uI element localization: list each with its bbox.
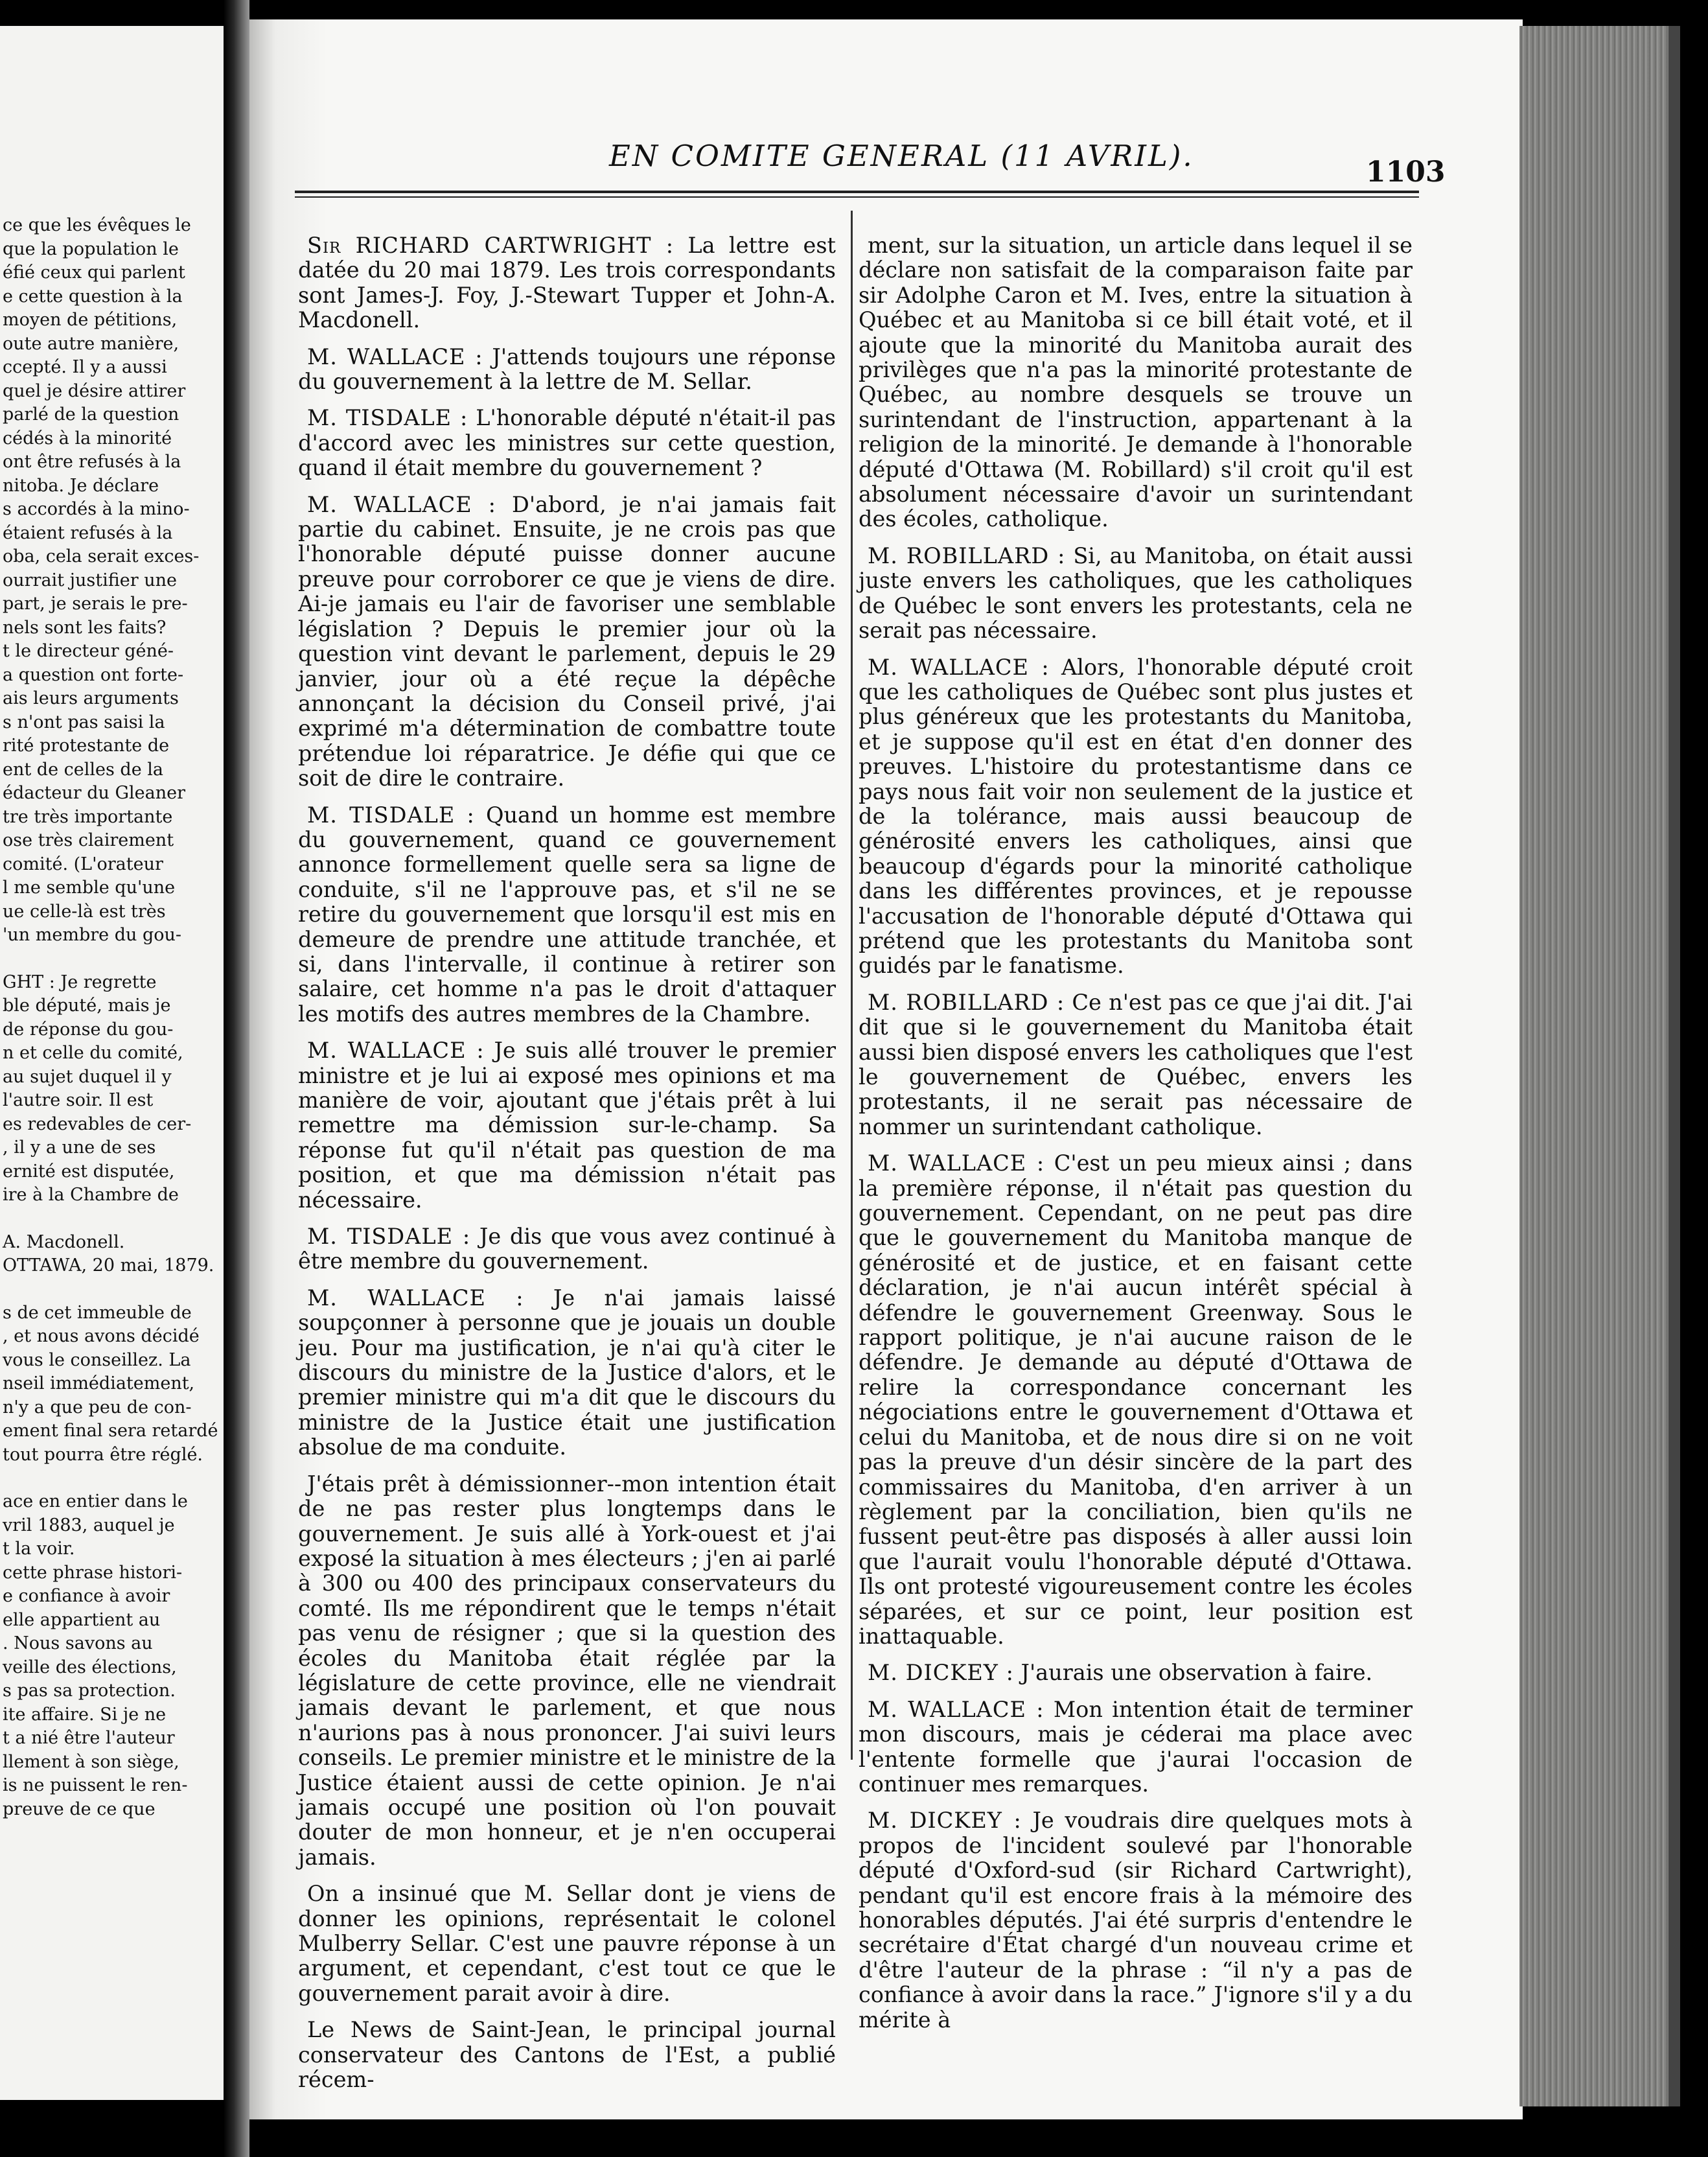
paragraph xyxy=(859,655,1413,979)
facing-page-line: tout pourra être réglé. xyxy=(3,1444,203,1465)
paragraph xyxy=(298,1286,836,1460)
header-rule xyxy=(295,191,1419,193)
paragraph xyxy=(298,2018,836,2092)
paragraph-text: Alors, l'honorable député croit que les catholiques de Québec sont plus justes et plus généreux que les protestants du Manitoba, et je suppose qu'il est en état d'en donner des preuves. L'histoire du protestantisme dans ce pays nous fait voir non seulement de la justice et de la tolérance, mais aussi beaucoup de générosité envers les catholiques, ainsi que beaucoup d'égards pour la minorité catholique dans les différentes provinces, et je repousse l'accusation de l'honorable député d'Ottawa qui prétend que les protestants du Manitoba sont guidés par le fanatisme. xyxy=(859,654,1413,979)
right-column xyxy=(859,233,1413,2044)
speaker-name: M. WALLACE : xyxy=(307,1285,524,1311)
speaker-name: M. WALLACE : xyxy=(868,1150,1045,1176)
paragraph xyxy=(859,1697,1413,1797)
facing-page-line: de réponse du gou- xyxy=(3,1019,174,1040)
paragraph-text: On a insinué que M. Sellar dont je viens de donner les opinions, représentait le colonel Mulberry Sellar. C'est une pauvre réponse à un argument, et cependant, c'est tout ce que le gouvernement parait avoir à dire. xyxy=(298,1881,836,2006)
facing-page-line: es redevables de cer- xyxy=(3,1113,192,1134)
facing-page-line: cédés à la minorité xyxy=(3,428,172,449)
facing-page-line: étaient refusés à la xyxy=(3,522,173,543)
facing-page-line: preuve de ce que xyxy=(3,1799,156,1819)
paragraph-text: Si, au Manitoba, on était aussi juste envers les catholiques, que les catholiques de Québec le sont envers les protestants, cela ne serait pas nécessaire. xyxy=(859,542,1413,644)
facing-page-line: éfié ceux qui parlent xyxy=(3,262,185,283)
speaker-name: M. WALLACE : xyxy=(307,491,496,517)
speaker-name: M. ROBILLARD : xyxy=(868,542,1066,568)
facing-page-line: ais leurs arguments xyxy=(3,688,179,708)
running-head: EN COMITE GENERAL (11 AVRIL). xyxy=(609,139,1194,173)
facing-page-line: ernité est disputée, xyxy=(3,1161,175,1182)
paragraph xyxy=(298,1038,836,1213)
paragraph-text: Je dis que vous avez continué à être membre du gouvernement. xyxy=(298,1224,836,1274)
facing-page-line: vous le conseillez. La xyxy=(3,1349,191,1370)
facing-page-line: e cette question à la xyxy=(3,286,183,307)
paragraph-text: C'est un peu mieux ainsi ; dans la première réponse, il n'était pas question du gouvernement. Cependant, on ne peut pas dire que le gouvernement du Manitoba manque de générosité et de justice, et en faisant cette déclaration, je n'ai aucun intérêt spécial à défendre le gouvernement Greenway. Sous le rapport politique, je n'ai aucune raison de le défendre. Je demande au député d'Ottawa de relire la correspondance concernant les négociations entre le gouvernement d'Ottawa et celui du Manitoba, et de nous dire si on ne voit pas la preuve d'un désir sincère de la part des commissaires du Manitoba, d'en arriver à un règlement par la conciliation, bien qu'ils ne fussent peut-être pas disposés à aller aussi loin que l'aurait voulu l'honorable député d'Ottawa. Ils ont protesté vigoureusement contre les écoles séparées, et sur ce point, leur position est inattaquable. xyxy=(859,1150,1413,1649)
facing-page-line: édacteur du Gleaner xyxy=(3,783,185,803)
paragraph xyxy=(298,406,836,480)
facing-page-line: ce que les évêques le xyxy=(3,215,191,235)
facing-page-line: s accordés à la mino- xyxy=(3,499,190,519)
facing-page-line: OTTAWA, 20 mai, 1879. xyxy=(3,1255,214,1276)
facing-page-line: moyen de pétitions, xyxy=(3,310,178,330)
speaker-name: M. WALLACE : xyxy=(868,1696,1044,1722)
facing-page-line: l me semble qu'une xyxy=(3,878,176,898)
paragraph xyxy=(298,233,836,333)
paragraph-text: Le News de Saint-Jean, le principal journal conservateur des Cantons de l'Est, a publié récem- xyxy=(298,2017,836,2093)
paragraph-text: J'attends toujours une réponse du gouvernement à la lettre de M. Sellar. xyxy=(298,344,836,395)
paragraph-text: La lettre est datée du 20 mai 1879. Les trois correspondants sont James-J. Foy, J.-Stewart Tupper et John-A. Macdonell. xyxy=(298,233,836,333)
paragraph xyxy=(298,1882,836,2006)
facing-page-line: t a nié être l'auteur xyxy=(3,1728,175,1748)
paragraph xyxy=(859,1808,1413,2033)
paragraph-text: Je n'ai jamais laissé soupçonner à personne que je jouais un double jeu. Pour ma justification, je n'ai qu'à citer le discours du ministre de la Justice d'alors, et le premier ministre qui m'a dit que le discours du ministre de la Justice était une justification absolue de ma conduite. xyxy=(298,1285,836,1460)
facing-page-line: au sujet duquel il y xyxy=(3,1066,172,1087)
speaker-name: Sir RICHARD CARTWRIGHT : xyxy=(307,233,675,258)
facing-page-line: . Nous savons au xyxy=(3,1633,153,1653)
facing-page-line: veille des élections, xyxy=(3,1657,177,1677)
facing-page-line: ourrait justifier une xyxy=(3,570,177,590)
header-rule-thin xyxy=(295,196,1419,198)
facing-page-line: is ne puissent le ren- xyxy=(3,1775,188,1795)
facing-page-line: s de cet immeuble de xyxy=(3,1302,192,1323)
facing-page-line: ble député, mais je xyxy=(3,996,171,1016)
paragraph-text: Je voudrais dire quelques mots à propos de l'incident soulevé par l'honorable député d'Oxford-sud (sir Richard Cartwright), pendant qu'il est encore frais à la mémoire des honorables députés. J'ai été surpris d'entendre le secrétaire d'État chargé d'un nouveau crime et d'être l'auteur de la phrase : “il n'y a pas de confiance à avoir dans la race.” J'ignore s'il y a du mérite à xyxy=(859,1808,1413,2033)
facing-page-line: t le directeur géné- xyxy=(3,641,174,661)
paragraph xyxy=(859,1151,1413,1649)
paragraph-text: Je suis allé trouver le premier ministre et je lui ai exposé mes opinions et ma manière de voir, ajoutant que j'étais prêt à lui remettre ma démission sur-le-champ. Sa réponse fut qu'il n'était pas question de ma position, et que ma démission n'était pas nécessaire. xyxy=(298,1038,836,1213)
facing-page-line: s n'ont pas saisi la xyxy=(3,712,165,732)
paragraph-text: ment, sur la situation, un article dans lequel il se déclare non satisfait de la comparaison faite par sir Adolphe Caron et M. Ives, entre la situation à Québec et au Manitoba si ce bill était voté, et il ajoute que la minorité du Manitoba aurait des privilèges que n'a pas la minorité protestante de Québec, au nombre desquels se trouve un surintendant de l'instruction, appartenant à la religion de la minorité. Je demande à l'honorable député d'Ottawa (M. Robillard) s'il croit qu'il est absolument nécessaire d'avoir un surintendant des écoles, catholique. xyxy=(859,233,1413,532)
facing-page-fragment xyxy=(0,26,224,2100)
paragraph-text: Ce n'est pas ce que j'ai dit. J'ai dit que si le gouvernement du Manitoba était aussi bien disposé envers les catholiques que l'est le gouvernement de Québec, envers les protestants, il ne serait pas nécessaire de nommer un surintendant catholique. xyxy=(859,989,1413,1139)
facing-page-line: ue celle-là est très xyxy=(3,901,166,922)
paragraph xyxy=(298,803,836,1027)
facing-page-line: oba, cela serait exces- xyxy=(3,546,200,566)
facing-page-line: s pas sa protection. xyxy=(3,1681,176,1701)
facing-page-line xyxy=(0,1207,224,1231)
paragraph xyxy=(298,493,836,791)
facing-page-line: que la population le xyxy=(3,239,179,259)
column-divider xyxy=(851,211,853,1760)
facing-page-line: nseil immédiatement, xyxy=(3,1373,195,1393)
page-number: 1103 xyxy=(1366,156,1446,189)
facing-page-line: cette phrase histori- xyxy=(3,1562,183,1583)
speaker-name: M. WALLACE : xyxy=(307,344,483,369)
facing-page-line: GHT : Je regrette xyxy=(3,972,157,992)
facing-page-line: vril 1883, auquel je xyxy=(3,1515,175,1535)
facing-page-line: tre très importante xyxy=(3,806,173,827)
facing-page-line xyxy=(0,1467,224,1490)
facing-page-line: A. Macdonell. xyxy=(3,1231,125,1252)
paragraph-text: D'abord, je n'ai jamais fait partie du cabinet. Ensuite, je ne crois pas que l'honorable député puisse donner aucune preuve pour corroborer ce que je viens de dire. Ai-je jamais eu l'air de favoriser une semblable législation ? Depuis le premier jour où la question vint devant le parlement, depuis le 29 janvier, jour où a été reçue la dépêche annonçant la décision du Conseil privé, j'ai exprimé m'a détermination de combattre toute prétendue loi réparatrice. Je défie qui que ce soit de dire le contraire. xyxy=(298,491,837,791)
speaker-name: M. WALLACE : xyxy=(307,1038,485,1064)
speaker-name: M. DICKEY : xyxy=(868,1808,1022,1834)
facing-page-line: llement à son siège, xyxy=(3,1751,179,1772)
facing-page-line: nels sont les faits? xyxy=(3,617,167,638)
facing-page-line: , et nous avons décidé xyxy=(3,1326,200,1346)
facing-page-line: a question ont forte- xyxy=(3,664,184,685)
facing-page-line xyxy=(0,1278,224,1301)
facing-page-line: quel je désire attirer xyxy=(3,380,186,401)
facing-page-line: oute autre manière, xyxy=(3,333,179,354)
facing-page-line: ite affaire. Si je ne xyxy=(3,1704,167,1725)
facing-page-line: rité protestante de xyxy=(3,736,170,756)
speaker-name: M. TISDALE : xyxy=(307,405,468,431)
facing-page-text xyxy=(0,214,224,1821)
paragraph xyxy=(859,544,1413,644)
facing-page-line: nitoba. Je déclare xyxy=(3,475,159,496)
speaker-name: M. DICKEY : xyxy=(868,1660,1014,1686)
facing-page-line: e confiance à avoir xyxy=(3,1586,170,1606)
facing-page-line: n et celle du comité, xyxy=(3,1043,183,1063)
facing-page-line xyxy=(0,948,224,971)
paragraph-text: Quand un homme est membre du gouvernement, quand ce gouvernement annonce formellement quelle sera sa ligne de conduite, s'il ne l'approuve pas, et s'il ne se retire du gouvernement que lorsqu'il est mis en demeure de prendre une attitude tranchée, et si, dans l'intervalle, il continue à retirer son salaire, cet homme n'a pas le droit d'attaquer les motifs des autres membres de la Chambre. xyxy=(298,802,836,1027)
paragraph xyxy=(298,1224,836,1274)
facing-page-line: ent de celles de la xyxy=(3,759,164,780)
speaker-name: M. ROBILLARD : xyxy=(868,989,1065,1015)
page-edge xyxy=(1519,26,1668,2106)
left-column xyxy=(298,233,836,2104)
facing-page-line: part, je serais le pre- xyxy=(3,594,188,614)
facing-page-line: 'un membre du gou- xyxy=(3,925,182,945)
facing-page-line: ont être refusés à la xyxy=(3,452,181,472)
speaker-name: M. WALLACE : xyxy=(868,654,1050,680)
facing-page-line: ement final sera retardé xyxy=(3,1421,218,1441)
facing-page-line: n'y a que peu de con- xyxy=(3,1397,192,1417)
speaker-name: M. TISDALE : xyxy=(307,1224,471,1250)
facing-page-line: comité. (L'orateur xyxy=(3,854,163,874)
speaker-name: M. TISDALE : xyxy=(307,802,475,828)
paragraph xyxy=(859,990,1413,1139)
facing-page-line: parlé de la question xyxy=(3,404,179,425)
paragraph-text: J'aurais une observation à faire. xyxy=(1021,1660,1373,1686)
facing-page-line: ose très clairement xyxy=(3,830,174,850)
facing-page-line: ire à la Chambre de xyxy=(3,1185,179,1205)
facing-page-line: ccepté. Il y a aussi xyxy=(3,357,167,377)
facing-page-line: , il y a une de ses xyxy=(3,1137,156,1158)
page-edge-shadow xyxy=(1668,26,1680,2106)
paragraph xyxy=(859,233,1413,532)
paragraph-text: L'honorable député n'était-il pas d'accord avec les ministres sur cette question, quand il était membre du gouvernement ? xyxy=(298,405,836,481)
paragraph xyxy=(859,1661,1413,1685)
book-gutter xyxy=(224,0,249,2157)
paragraph xyxy=(298,345,836,395)
facing-page-line: ace en entier dans le xyxy=(3,1491,188,1511)
facing-page-line: t la voir. xyxy=(3,1539,75,1559)
paragraph-text: Mon intention était de terminer mon discours, mais je céderai ma place avec l'entente formelle que j'aurai l'occasion de continuer mes remarques. xyxy=(859,1696,1413,1797)
paragraph xyxy=(298,1472,836,1871)
facing-page-line: l'autre soir. Il est xyxy=(3,1090,154,1110)
facing-page-line: elle appartient au xyxy=(3,1609,161,1630)
paragraph-text: J'étais prêt à démissionner--mon intention était de ne pas rester plus longtemps dans le gouvernement. Je suis allé à York-ouest et j'ai exposé la situation à mes électeurs ; j'en ai parlé à 300 ou 400 des principaux conservateurs du comté. Ils me répondirent que le temps n'était pas venu de résigner ; que si la question des écoles du Manitoba était réglée par la législature de cette province, elle ne viendrait jamais devant le parlement, et que nous n'aurions pas à nous prononcer. J'ai suivi leurs conseils. Le premier ministre et le ministre de la Justice étaient aussi de cette opinion. Je n'ai jamais occupé une position où l'on pouvait douter de mon honneur, et je n'en occuperai jamais. xyxy=(298,1471,836,1870)
